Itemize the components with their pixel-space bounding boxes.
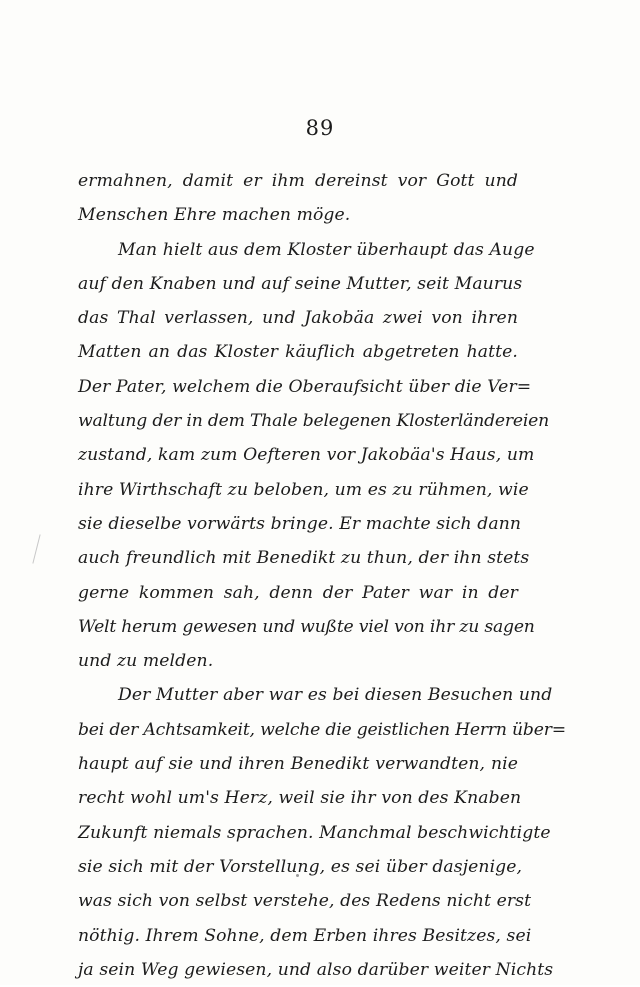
text-line: nöthig. Ihrem Sohne, dem Erben ihres Besitzes, sei	[78, 925, 532, 946]
text-line: bei der Achtsamkeit, welche die geistlichen Herrn über=	[78, 719, 566, 740]
text-line: auf den Knaben und auf seine Mutter, seit Maurus	[78, 273, 523, 294]
text-line: ermahnen, damit er ihm dereinst vor Gott und	[78, 171, 518, 191]
text-line: ihre Wirthschaft zu beloben, um es zu rühmen, wie	[78, 479, 529, 500]
text-line: Zukunft niemals sprachen. Manchmal beschwichtigte	[78, 822, 551, 843]
text-line: und zu melden.	[78, 651, 214, 672]
text-line: waltung der in dem Thale belegenen Klosterländereien	[78, 411, 550, 432]
text-line: Man hielt aus dem Kloster überhaupt das Auge	[118, 239, 535, 260]
text-line: Welt herum gewesen und wußte viel von ihr zu sagen	[78, 616, 535, 637]
margin-pencil-mark	[32, 534, 40, 563]
text-line: ja sein Weg gewiesen, und also darüber weiter Nichts	[78, 959, 554, 980]
text-line: Der Mutter aber war es bei diesen Besuchen und	[118, 685, 553, 706]
text-line: was sich von selbst verstehe, des Redens nicht erst	[78, 891, 532, 912]
text-line: sie sich mit der Vorstellung, es sei über dasjenige,	[78, 856, 523, 877]
text-line: Menschen Ehre machen möge.	[78, 205, 351, 226]
body-text	[78, 164, 566, 987]
text-line: auch freundlich mit Benedikt zu thun, der ihn stets	[78, 548, 530, 569]
text-line: das Thal verlassen, und Jakobäa zwei von ihren	[78, 308, 518, 329]
text-line: gerne kommen sah, denn der Pater war in der	[78, 582, 518, 603]
text-line: zustand, kam zum Oefteren vor Jakobäa's Haus, um	[78, 445, 535, 466]
page-number: 89	[305, 116, 335, 140]
text-line: sie dieselbe vorwärts bringe. Er machte sich dann	[78, 513, 522, 534]
text-line: haupt auf sie und ihren Benedikt verwandten, nie	[78, 754, 518, 775]
text-line: Der Pater, welchem die Oberaufsicht über die Ver=	[78, 376, 532, 397]
text-line: recht wohl um's Herz, weil sie ihr von des Knaben	[78, 788, 522, 809]
text-line: Matten an das Kloster käuflich abgetreten hatte.	[78, 342, 518, 363]
